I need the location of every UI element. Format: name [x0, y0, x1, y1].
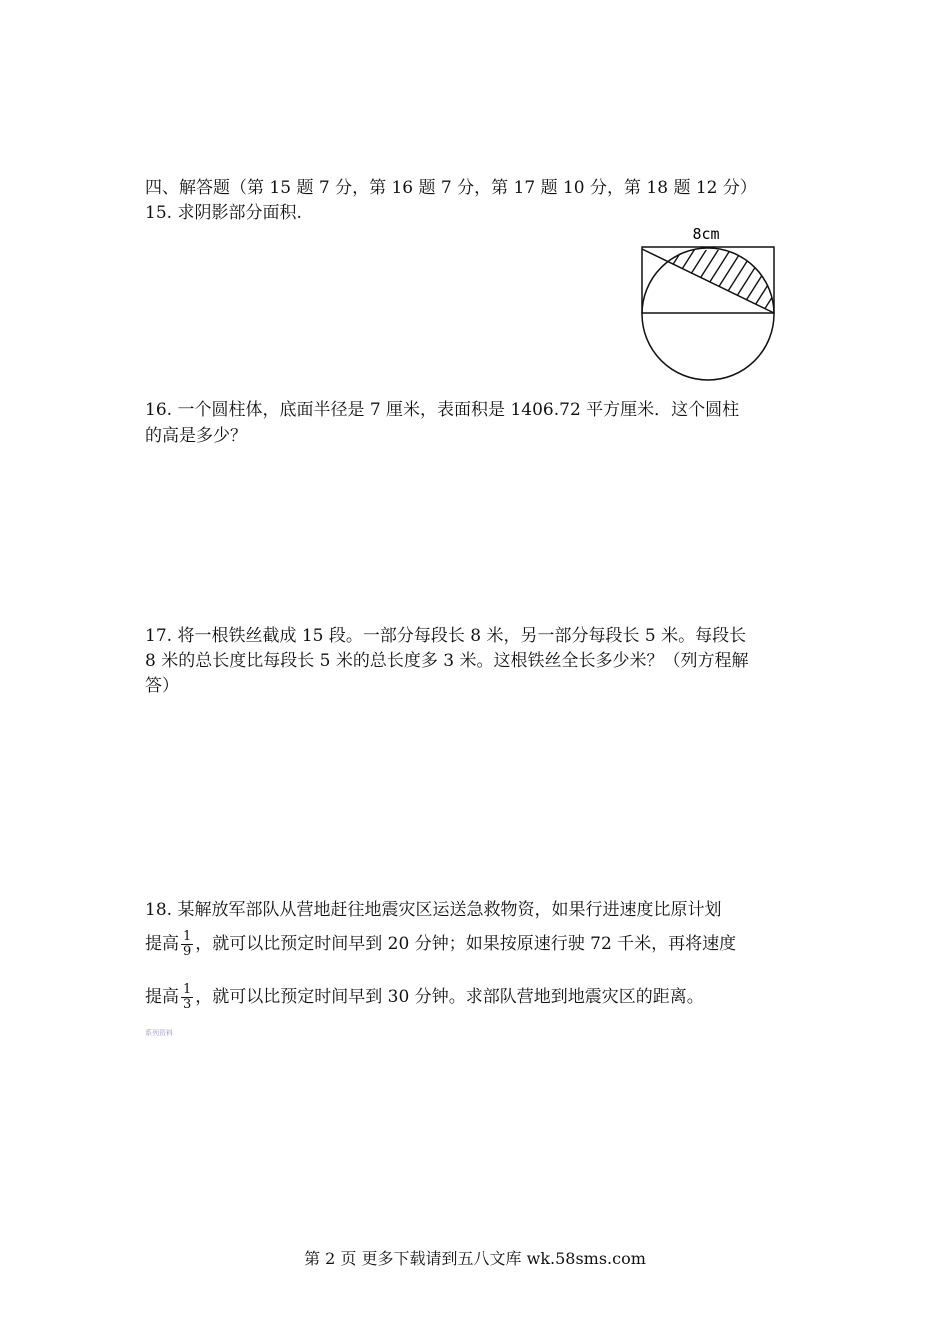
- frac2-numerator: 1: [183, 982, 192, 997]
- question-18-line2: [145, 930, 736, 959]
- q18-suffix-1: ，就可以比预定时间早到 20 分钟；如果按原速行驶 72 千米，再将速度: [195, 934, 737, 954]
- figure-label: 8cm: [692, 225, 720, 243]
- fraction-one-third: [181, 983, 193, 1012]
- question-16-line2: 的高是多少？: [145, 426, 247, 446]
- diagonal-line: [642, 249, 774, 313]
- question-17-line3: 答）: [145, 676, 179, 696]
- question-18-line3: [145, 983, 704, 1012]
- question-17-line1: 17. 将一根铁丝截成 15 段。一部分每段长 8 米，另一部分每段长 5 米。每段长: [145, 626, 747, 646]
- frac1-numerator: 1: [183, 929, 192, 944]
- frac1-denominator: 9: [183, 944, 192, 959]
- fraction-one-ninth: [181, 930, 193, 959]
- question-16-line1: 16. 一个圆柱体，底面半径是 7 厘米，表面积是 1406.72 平方厘米．这个圆柱: [145, 400, 740, 420]
- q18-prefix-2: 提高: [145, 987, 179, 1007]
- question-15: 15. 求阴影部分面积.: [145, 203, 302, 223]
- series-note: 系列资料: [145, 1029, 173, 1037]
- q18-prefix-1: 提高: [145, 934, 179, 954]
- shaded-area-figure: [630, 222, 790, 386]
- circle: [642, 248, 774, 380]
- section-title: 四、解答题（第 15 题 7 分，第 16 题 7 分，第 17 题 10 分，第 18 题 12 分）: [145, 178, 757, 198]
- page-footer: 第 2 页 更多下载请到五八文库 wk.58sms.com: [304, 1249, 646, 1268]
- frac2-denominator: 3: [183, 997, 192, 1012]
- q18-suffix-2: ，就可以比预定时间早到 30 分钟。求部队营地到地震灾区的距离。: [195, 987, 704, 1007]
- question-17-line2: 8 米的总长度比每段长 5 米的总长度多 3 米。这根铁丝全长多少米？（列方程解: [145, 651, 749, 671]
- question-18-line1: 18. 某解放军部队从营地赶往地震灾区运送急救物资，如果行进速度比原计划: [145, 900, 722, 920]
